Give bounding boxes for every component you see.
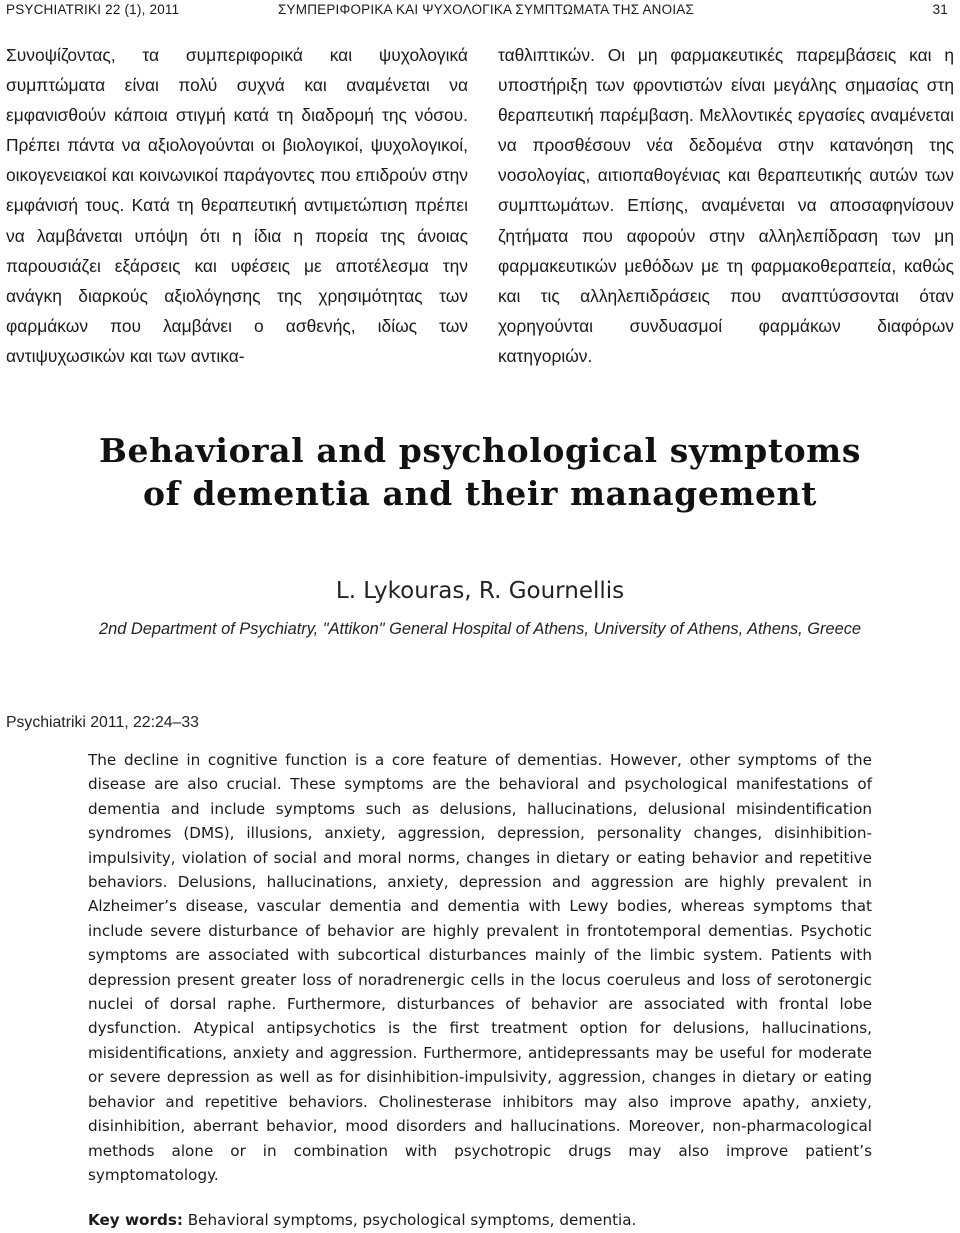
authors: L. Lykouras, R. Gournellis bbox=[335, 578, 625, 604]
greek-paragraph-left: Συνοψίζοντας, τα συμπεριφορικά και ψυχολογικά συμπτώματα είναι πολύ συχνά και αναμένεται να εμφανισθούν κάποια στιγμή κατά τη διαδρομή της νόσου. Πρέπει πάντα να αξιολογούνται οι βιολογικοί, ψυχολογικοί, οικογενειακοί και κοινωνικοί παράγοντες που επιδρούν στην εμφάνισή τους. Κατά τη θεραπευτική αντιμετώπιση πρέπει να λαμβάνεται υπόψη ότι η ίδια η πορεία της άνοιας παρουσιάζει εξάρσεις και υφέσεις με αποτέλεσμα την ανάγκη διαρκούς αξιολόγησης της χρησιμότητας των φαρμάκων που λαμβάνει ο ασθενής, ιδίως των αντιψυχωσικών και των αντικα- bbox=[6, 45, 468, 366]
affiliation: 2nd Department of Psychiatry, "Attikon" General Hospital of Athens, University of Athens, Athens, Greece bbox=[98, 620, 862, 638]
keywords bbox=[88, 1208, 872, 1232]
abstract-text: The decline in cognitive function is a core feature of dementias. However, other symptoms of the disease are also crucial. These symptoms are the behavioral and psychological manifestations of dementia and include symptoms such as delusions, hallucinations, delusional misindentification syndromes (DMS), illusions, anxiety, aggression, depression, personality changes, disinhibition-impulsivity, violation of social and moral norms, changes in dietary or eating behavior and repetitive behaviors. Delusions, hallucinations, anxiety, depression and aggression are highly prevalent in Alzheimer’s disease, vascular dementia and dementia with Lewy bodies, whereas symptoms that include severe disturbance of behavior are highly prevalent in frontotemporal dementias. Psychotic symptoms are associated with subcortical disturbances mainly of the limbic system. Patients with depression present greater loss of noradrenergic cells in the locus coeruleus and loss of serotonergic nuclei of dorsal raphe. Furthermore, disturbances of behavior are associated with frontal lobe dysfunction. Atypical antipsychotics is the first treatment option for delusions, hallucinations, misidentifications, anxiety and aggression. Furthermore, antidepressants may be useful for moderate or severe depression as well as for disinhibition-impulsivity, aggression, changes in dietary or eating behavior and repetitive behaviors. Cholinesterase inhibitors may also improve apathy, anxiety, disinhibition, aberrant behavior, mood disorders and hallucinations. Moreover, non-pharmacological methods alone or in combination with psychotropic drugs may also improve patient’s symptomatology. bbox=[88, 751, 872, 1184]
article-title bbox=[0, 430, 960, 515]
greek-left-column bbox=[6, 40, 468, 371]
page-number: 31 bbox=[932, 2, 948, 17]
abstract bbox=[88, 748, 872, 1187]
journal-name: PSYCHIATRIKI 22 (1), 2011 bbox=[6, 2, 180, 17]
keywords-text: Behavioral symptoms, psychological symptoms, dementia. bbox=[187, 1211, 637, 1229]
article-title-line-2: of dementia and their management bbox=[143, 473, 817, 513]
greek-paragraph-right: ταθλιπτικών. Οι μη φαρμακευτικές παρεμβάσεις και η υποστήριξη των φροντιστών είναι μεγάλης σημασίας στη θεραπευτική παρέμβαση. Μελλοντικές εργασίες αναμένεται να προσθέσουν νέα δεδομένα στην κατανόηση της νοσολογίας, αιτιοπαθογένιας και θεραπευτικής αυτών των συμπτωμάτων. Επίσης, αναμένεται να αποσαφηνίσουν ζητήματα που αφορούν στην αλληλεπίδραση των μη φαρμακευτικών μεθόδων με τη φαρμακοθεραπεία, καθώς και τις αλληλεπιδράσεις που αναπτύσσονται όταν χορηγούνται συνδυασμοί φαρμάκων διαφόρων κατηγοριών. bbox=[498, 45, 954, 366]
article-title-line-1: Behavioral and psychological symptoms bbox=[99, 431, 861, 470]
section-title: ΣΥΜΠΕΡΙΦΟΡΙΚΑ ΚΑΙ ΨΥΧΟΛΟΓΙΚΑ ΣΥΜΠΤΩΜΑΤΑ ΤΗΣ ΑΝΟΙΑΣ bbox=[278, 2, 695, 17]
greek-right-column bbox=[498, 40, 954, 371]
running-header bbox=[6, 0, 954, 20]
citation: Psychiatriki 2011, 22:24–33 bbox=[6, 714, 199, 731]
keywords-label: Key words: bbox=[88, 1211, 183, 1229]
